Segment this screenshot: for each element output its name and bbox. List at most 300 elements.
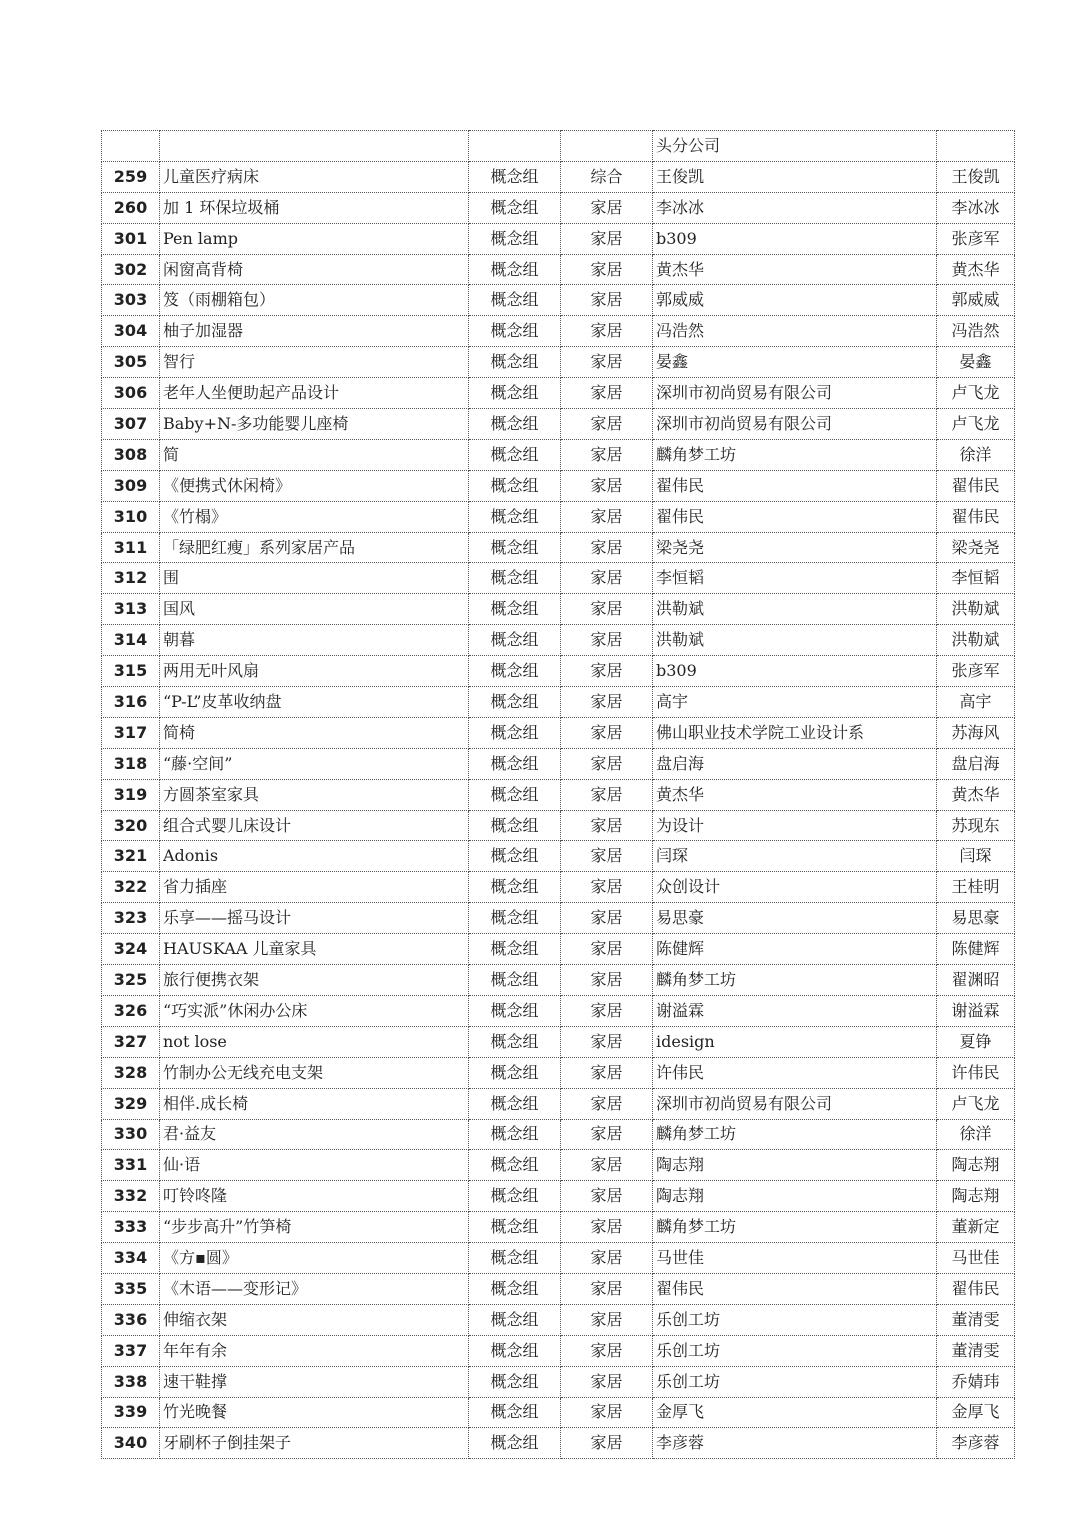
table-row bbox=[102, 1397, 1015, 1428]
entry-category: 家居 bbox=[561, 1273, 653, 1304]
entry-number: 259 bbox=[102, 161, 160, 192]
entry-title: 简 bbox=[160, 439, 469, 470]
entry-category: 家居 bbox=[561, 378, 653, 409]
entry-group: 概念组 bbox=[469, 501, 561, 532]
entry-designer: 黄杰华 bbox=[937, 254, 1015, 285]
entry-category: 家居 bbox=[561, 1335, 653, 1366]
table-row bbox=[102, 1057, 1015, 1088]
entry-organization: 李恒韬 bbox=[653, 563, 937, 594]
entry-title: Baby+N-多功能婴儿座椅 bbox=[160, 409, 469, 440]
entry-category: 家居 bbox=[561, 625, 653, 656]
entry-title: 《竹榻》 bbox=[160, 501, 469, 532]
entry-group: 概念组 bbox=[469, 625, 561, 656]
entry-title: “步步高升”竹笋椅 bbox=[160, 1212, 469, 1243]
table-row bbox=[102, 439, 1015, 470]
entry-designer: 盘启海 bbox=[937, 748, 1015, 779]
table-row bbox=[102, 1026, 1015, 1057]
entry-number bbox=[102, 131, 160, 162]
entry-title: 《便携式休闲椅》 bbox=[160, 470, 469, 501]
entry-designer: 卢飞龙 bbox=[937, 378, 1015, 409]
entry-number: 312 bbox=[102, 563, 160, 594]
entry-title: 旅行便携衣架 bbox=[160, 965, 469, 996]
entry-group: 概念组 bbox=[469, 192, 561, 223]
entry-number: 334 bbox=[102, 1243, 160, 1274]
entry-number: 309 bbox=[102, 470, 160, 501]
entry-title: 相伴.成长椅 bbox=[160, 1088, 469, 1119]
entry-organization: 乐创工坊 bbox=[653, 1304, 937, 1335]
entry-number: 332 bbox=[102, 1181, 160, 1212]
entry-number: 336 bbox=[102, 1304, 160, 1335]
entry-organization: 洪勒斌 bbox=[653, 625, 937, 656]
entry-number: 337 bbox=[102, 1335, 160, 1366]
table-row bbox=[102, 1212, 1015, 1243]
table-row bbox=[102, 872, 1015, 903]
entry-designer: 晏鑫 bbox=[937, 347, 1015, 378]
entry-organization: 深圳市初尚贸易有限公司 bbox=[653, 1088, 937, 1119]
entry-title: 竹制办公无线充电支架 bbox=[160, 1057, 469, 1088]
entry-organization: 深圳市初尚贸易有限公司 bbox=[653, 409, 937, 440]
entry-designer: 高宇 bbox=[937, 687, 1015, 718]
entry-organization: 翟伟民 bbox=[653, 501, 937, 532]
entry-title: 柚子加湿器 bbox=[160, 316, 469, 347]
entry-group: 概念组 bbox=[469, 1397, 561, 1428]
entry-category: 家居 bbox=[561, 347, 653, 378]
entry-number: 313 bbox=[102, 594, 160, 625]
entry-designer: 梁尧尧 bbox=[937, 532, 1015, 563]
entry-group: 概念组 bbox=[469, 1243, 561, 1274]
entry-designer: 闫琛 bbox=[937, 841, 1015, 872]
entry-category: 家居 bbox=[561, 254, 653, 285]
entry-group: 概念组 bbox=[469, 1366, 561, 1397]
entry-number: 307 bbox=[102, 409, 160, 440]
entry-organization: 为设计 bbox=[653, 810, 937, 841]
entry-number: 331 bbox=[102, 1150, 160, 1181]
entry-title: 笈（雨棚箱包） bbox=[160, 285, 469, 316]
table-row bbox=[102, 965, 1015, 996]
entry-organization: 盘启海 bbox=[653, 748, 937, 779]
entry-number: 306 bbox=[102, 378, 160, 409]
table-row bbox=[102, 1428, 1015, 1459]
entry-title: 叮铃咚隆 bbox=[160, 1181, 469, 1212]
entry-designer: 马世佳 bbox=[937, 1243, 1015, 1274]
entry-organization: 头分公司 bbox=[653, 131, 937, 162]
entry-title: 牙刷杯子倒挂架子 bbox=[160, 1428, 469, 1459]
entry-group: 概念组 bbox=[469, 254, 561, 285]
entry-category: 家居 bbox=[561, 223, 653, 254]
entry-group: 概念组 bbox=[469, 1057, 561, 1088]
entry-title: HAUSKAA 儿童家具 bbox=[160, 934, 469, 965]
entry-organization: 翟伟民 bbox=[653, 470, 937, 501]
entry-designer: 陶志翔 bbox=[937, 1150, 1015, 1181]
entry-number: 330 bbox=[102, 1119, 160, 1150]
entry-group: 概念组 bbox=[469, 563, 561, 594]
table-row bbox=[102, 1304, 1015, 1335]
entry-category: 家居 bbox=[561, 1304, 653, 1335]
entry-organization: 黄杰华 bbox=[653, 254, 937, 285]
entry-group: 概念组 bbox=[469, 1212, 561, 1243]
entry-title: 加 1 环保垃圾桶 bbox=[160, 192, 469, 223]
entry-group: 概念组 bbox=[469, 995, 561, 1026]
table-row bbox=[102, 1119, 1015, 1150]
table-row bbox=[102, 532, 1015, 563]
entry-number: 317 bbox=[102, 717, 160, 748]
entry-category: 家居 bbox=[561, 1366, 653, 1397]
entry-organization: 梁尧尧 bbox=[653, 532, 937, 563]
entry-category bbox=[561, 131, 653, 162]
entry-number: 325 bbox=[102, 965, 160, 996]
entry-group: 概念组 bbox=[469, 779, 561, 810]
entry-title: Adonis bbox=[160, 841, 469, 872]
entry-title: 闲窗高背椅 bbox=[160, 254, 469, 285]
table-row bbox=[102, 1243, 1015, 1274]
table-row bbox=[102, 501, 1015, 532]
entry-group: 概念组 bbox=[469, 934, 561, 965]
entry-designer: 卢飞龙 bbox=[937, 409, 1015, 440]
entry-designer: 洪勒斌 bbox=[937, 625, 1015, 656]
entry-group: 概念组 bbox=[469, 532, 561, 563]
entry-category: 家居 bbox=[561, 872, 653, 903]
table-row bbox=[102, 470, 1015, 501]
entry-organization: 麟角梦工坊 bbox=[653, 439, 937, 470]
entry-title: 乐享——摇马设计 bbox=[160, 903, 469, 934]
entry-group: 概念组 bbox=[469, 594, 561, 625]
entry-number: 340 bbox=[102, 1428, 160, 1459]
entry-category: 家居 bbox=[561, 1181, 653, 1212]
entry-organization: 黄杰华 bbox=[653, 779, 937, 810]
entry-number: 310 bbox=[102, 501, 160, 532]
entry-group: 概念组 bbox=[469, 409, 561, 440]
entry-category: 家居 bbox=[561, 1243, 653, 1274]
entry-category: 家居 bbox=[561, 1212, 653, 1243]
entry-designer: 翟伟民 bbox=[937, 501, 1015, 532]
table-row bbox=[102, 1088, 1015, 1119]
table-row bbox=[102, 378, 1015, 409]
entry-designer: 翟渊昭 bbox=[937, 965, 1015, 996]
entry-group: 概念组 bbox=[469, 439, 561, 470]
entry-title: 方圆茶室家具 bbox=[160, 779, 469, 810]
entry-title: 老年人坐便助起产品设计 bbox=[160, 378, 469, 409]
entry-organization: 翟伟民 bbox=[653, 1273, 937, 1304]
entry-organization: 李彦蓉 bbox=[653, 1428, 937, 1459]
entry-group: 概念组 bbox=[469, 1335, 561, 1366]
entry-organization: 深圳市初尚贸易有限公司 bbox=[653, 378, 937, 409]
entry-title: 省力插座 bbox=[160, 872, 469, 903]
entry-title: 速干鞋撑 bbox=[160, 1366, 469, 1397]
entry-group: 概念组 bbox=[469, 656, 561, 687]
entry-designer: 徐洋 bbox=[937, 1119, 1015, 1150]
entry-designer: 黄杰华 bbox=[937, 779, 1015, 810]
entry-category: 家居 bbox=[561, 1150, 653, 1181]
entry-category: 家居 bbox=[561, 717, 653, 748]
entry-organization: 冯浩然 bbox=[653, 316, 937, 347]
table-row bbox=[102, 841, 1015, 872]
entry-number: 302 bbox=[102, 254, 160, 285]
entry-organization: 乐创工坊 bbox=[653, 1335, 937, 1366]
entry-organization: 麟角梦工坊 bbox=[653, 1119, 937, 1150]
entry-title: 「绿肥红瘦」系列家居产品 bbox=[160, 532, 469, 563]
entry-group: 概念组 bbox=[469, 470, 561, 501]
entry-organization: 高宇 bbox=[653, 687, 937, 718]
entry-organization: idesign bbox=[653, 1026, 937, 1057]
entry-category: 家居 bbox=[561, 656, 653, 687]
entry-designer: 许伟民 bbox=[937, 1057, 1015, 1088]
entry-group: 概念组 bbox=[469, 1088, 561, 1119]
table-row bbox=[102, 687, 1015, 718]
entry-category: 家居 bbox=[561, 841, 653, 872]
table-row bbox=[102, 625, 1015, 656]
entry-group: 概念组 bbox=[469, 1304, 561, 1335]
entry-category: 家居 bbox=[561, 995, 653, 1026]
entry-number: 328 bbox=[102, 1057, 160, 1088]
entry-organization: 麟角梦工坊 bbox=[653, 1212, 937, 1243]
entry-title: “藤·空间” bbox=[160, 748, 469, 779]
entry-category: 家居 bbox=[561, 470, 653, 501]
entry-title: 《方▪圆》 bbox=[160, 1243, 469, 1274]
entry-title: 儿童医疗病床 bbox=[160, 161, 469, 192]
table-row bbox=[102, 1335, 1015, 1366]
entry-organization: 郭威威 bbox=[653, 285, 937, 316]
entry-designer: 苏海风 bbox=[937, 717, 1015, 748]
entry-designer: 翟伟民 bbox=[937, 470, 1015, 501]
entries-table-body bbox=[102, 131, 1015, 1459]
entry-group: 概念组 bbox=[469, 965, 561, 996]
entry-number: 318 bbox=[102, 748, 160, 779]
entry-category: 家居 bbox=[561, 1088, 653, 1119]
table-row bbox=[102, 285, 1015, 316]
entry-group: 概念组 bbox=[469, 316, 561, 347]
entry-number: 260 bbox=[102, 192, 160, 223]
entry-title: “巧实派”休闲办公床 bbox=[160, 995, 469, 1026]
entry-designer: 王桂明 bbox=[937, 872, 1015, 903]
entry-category: 家居 bbox=[561, 687, 653, 718]
entry-title: “P-L”皮革收纳盘 bbox=[160, 687, 469, 718]
table-row bbox=[102, 903, 1015, 934]
entry-designer: 董清雯 bbox=[937, 1304, 1015, 1335]
entry-number: 329 bbox=[102, 1088, 160, 1119]
entry-organization: 洪勒斌 bbox=[653, 594, 937, 625]
entry-number: 303 bbox=[102, 285, 160, 316]
entry-organization: 晏鑫 bbox=[653, 347, 937, 378]
entry-designer: 易思豪 bbox=[937, 903, 1015, 934]
entry-category: 家居 bbox=[561, 779, 653, 810]
entry-organization: 闫琛 bbox=[653, 841, 937, 872]
entry-group: 概念组 bbox=[469, 872, 561, 903]
table-row bbox=[102, 1181, 1015, 1212]
entry-group: 概念组 bbox=[469, 1026, 561, 1057]
entry-category: 家居 bbox=[561, 1119, 653, 1150]
entry-category: 家居 bbox=[561, 192, 653, 223]
entry-designer: 徐洋 bbox=[937, 439, 1015, 470]
entry-group: 概念组 bbox=[469, 687, 561, 718]
entry-number: 338 bbox=[102, 1366, 160, 1397]
entry-organization: 金厚飞 bbox=[653, 1397, 937, 1428]
table-row bbox=[102, 1366, 1015, 1397]
entry-category: 家居 bbox=[561, 1428, 653, 1459]
entry-designer: 乔婧玮 bbox=[937, 1366, 1015, 1397]
entry-group: 概念组 bbox=[469, 748, 561, 779]
table-row bbox=[102, 717, 1015, 748]
entry-title: not lose bbox=[160, 1026, 469, 1057]
entry-number: 315 bbox=[102, 656, 160, 687]
entry-organization: 陶志翔 bbox=[653, 1181, 937, 1212]
entry-category: 家居 bbox=[561, 1057, 653, 1088]
entry-organization: 麟角梦工坊 bbox=[653, 965, 937, 996]
entry-category: 家居 bbox=[561, 810, 653, 841]
entry-organization: 许伟民 bbox=[653, 1057, 937, 1088]
entry-designer: 冯浩然 bbox=[937, 316, 1015, 347]
entry-category: 家居 bbox=[561, 594, 653, 625]
table-row bbox=[102, 594, 1015, 625]
entry-number: 314 bbox=[102, 625, 160, 656]
entry-organization: 谢溢霖 bbox=[653, 995, 937, 1026]
entry-organization: b309 bbox=[653, 656, 937, 687]
entry-group: 概念组 bbox=[469, 1181, 561, 1212]
entry-designer: 金厚飞 bbox=[937, 1397, 1015, 1428]
entry-number: 323 bbox=[102, 903, 160, 934]
table-row bbox=[102, 223, 1015, 254]
entry-organization: 陈健辉 bbox=[653, 934, 937, 965]
entry-title: Pen lamp bbox=[160, 223, 469, 254]
table-row bbox=[102, 254, 1015, 285]
entry-group: 概念组 bbox=[469, 1273, 561, 1304]
entry-designer: 李彦蓉 bbox=[937, 1428, 1015, 1459]
entry-organization: 陶志翔 bbox=[653, 1150, 937, 1181]
entry-category: 家居 bbox=[561, 903, 653, 934]
entry-organization: 马世佳 bbox=[653, 1243, 937, 1274]
entry-group: 概念组 bbox=[469, 223, 561, 254]
entry-category: 家居 bbox=[561, 934, 653, 965]
entry-designer: 张彦军 bbox=[937, 656, 1015, 687]
entry-title: 智行 bbox=[160, 347, 469, 378]
entry-number: 324 bbox=[102, 934, 160, 965]
entry-group: 概念组 bbox=[469, 285, 561, 316]
entry-designer: 李冰冰 bbox=[937, 192, 1015, 223]
entry-designer: 李恒韬 bbox=[937, 563, 1015, 594]
entry-group: 概念组 bbox=[469, 1428, 561, 1459]
entry-designer: 陈健辉 bbox=[937, 934, 1015, 965]
table-row bbox=[102, 316, 1015, 347]
entry-organization: 李冰冰 bbox=[653, 192, 937, 223]
entry-category: 家居 bbox=[561, 532, 653, 563]
entry-category: 家居 bbox=[561, 439, 653, 470]
entry-title: 围 bbox=[160, 563, 469, 594]
entry-title: 《木语——变形记》 bbox=[160, 1273, 469, 1304]
table-row bbox=[102, 1150, 1015, 1181]
entry-category: 家居 bbox=[561, 1026, 653, 1057]
table-row bbox=[102, 779, 1015, 810]
table-row bbox=[102, 347, 1015, 378]
entry-number: 320 bbox=[102, 810, 160, 841]
entry-organization: 乐创工坊 bbox=[653, 1366, 937, 1397]
entry-number: 311 bbox=[102, 532, 160, 563]
entry-organization: 众创设计 bbox=[653, 872, 937, 903]
table-row bbox=[102, 748, 1015, 779]
table-row bbox=[102, 656, 1015, 687]
entry-organization: 佛山职业技术学院工业设计系 bbox=[653, 717, 937, 748]
table-row bbox=[102, 1273, 1015, 1304]
entry-group: 概念组 bbox=[469, 1119, 561, 1150]
table-row bbox=[102, 192, 1015, 223]
entry-group: 概念组 bbox=[469, 810, 561, 841]
entry-title: 君·益友 bbox=[160, 1119, 469, 1150]
entry-designer: 洪勒斌 bbox=[937, 594, 1015, 625]
entry-number: 305 bbox=[102, 347, 160, 378]
entry-number: 316 bbox=[102, 687, 160, 718]
entry-title: 国风 bbox=[160, 594, 469, 625]
entry-number: 333 bbox=[102, 1212, 160, 1243]
entry-title bbox=[160, 131, 469, 162]
table-row bbox=[102, 131, 1015, 162]
table-row bbox=[102, 934, 1015, 965]
entry-group: 概念组 bbox=[469, 717, 561, 748]
entry-title: 组合式婴儿床设计 bbox=[160, 810, 469, 841]
entry-category: 家居 bbox=[561, 285, 653, 316]
table-row bbox=[102, 563, 1015, 594]
entry-number: 301 bbox=[102, 223, 160, 254]
entry-organization: 易思豪 bbox=[653, 903, 937, 934]
entry-group bbox=[469, 131, 561, 162]
entry-number: 322 bbox=[102, 872, 160, 903]
entry-designer: 张彦军 bbox=[937, 223, 1015, 254]
table-row bbox=[102, 409, 1015, 440]
entry-number: 326 bbox=[102, 995, 160, 1026]
entry-designer bbox=[937, 131, 1015, 162]
entry-designer: 王俊凯 bbox=[937, 161, 1015, 192]
entry-category: 家居 bbox=[561, 965, 653, 996]
entry-designer: 董新定 bbox=[937, 1212, 1015, 1243]
entry-title: 朝暮 bbox=[160, 625, 469, 656]
table-row bbox=[102, 161, 1015, 192]
entry-title: 仙·语 bbox=[160, 1150, 469, 1181]
table-row bbox=[102, 995, 1015, 1026]
entry-group: 概念组 bbox=[469, 378, 561, 409]
entry-group: 概念组 bbox=[469, 841, 561, 872]
entry-designer: 苏现东 bbox=[937, 810, 1015, 841]
entry-category: 家居 bbox=[561, 501, 653, 532]
entry-number: 321 bbox=[102, 841, 160, 872]
entry-designer: 谢溢霖 bbox=[937, 995, 1015, 1026]
entry-category: 家居 bbox=[561, 1397, 653, 1428]
entry-title: 竹光晚餐 bbox=[160, 1397, 469, 1428]
entry-category: 综合 bbox=[561, 161, 653, 192]
entry-group: 概念组 bbox=[469, 1150, 561, 1181]
entry-title: 年年有余 bbox=[160, 1335, 469, 1366]
entry-number: 319 bbox=[102, 779, 160, 810]
entry-category: 家居 bbox=[561, 316, 653, 347]
entry-number: 339 bbox=[102, 1397, 160, 1428]
entries-table bbox=[101, 130, 1015, 1459]
entry-number: 327 bbox=[102, 1026, 160, 1057]
entry-designer: 翟伟民 bbox=[937, 1273, 1015, 1304]
entry-number: 335 bbox=[102, 1273, 160, 1304]
entry-category: 家居 bbox=[561, 748, 653, 779]
entry-number: 304 bbox=[102, 316, 160, 347]
table-row bbox=[102, 810, 1015, 841]
entry-organization: 王俊凯 bbox=[653, 161, 937, 192]
entry-number: 308 bbox=[102, 439, 160, 470]
entry-title: 简椅 bbox=[160, 717, 469, 748]
entry-category: 家居 bbox=[561, 409, 653, 440]
entry-designer: 董清雯 bbox=[937, 1335, 1015, 1366]
entry-group: 概念组 bbox=[469, 903, 561, 934]
entry-group: 概念组 bbox=[469, 347, 561, 378]
entry-group: 概念组 bbox=[469, 161, 561, 192]
entry-title: 两用无叶风扇 bbox=[160, 656, 469, 687]
entry-designer: 卢飞龙 bbox=[937, 1088, 1015, 1119]
entry-designer: 夏铮 bbox=[937, 1026, 1015, 1057]
entry-organization: b309 bbox=[653, 223, 937, 254]
entry-designer: 郭威威 bbox=[937, 285, 1015, 316]
